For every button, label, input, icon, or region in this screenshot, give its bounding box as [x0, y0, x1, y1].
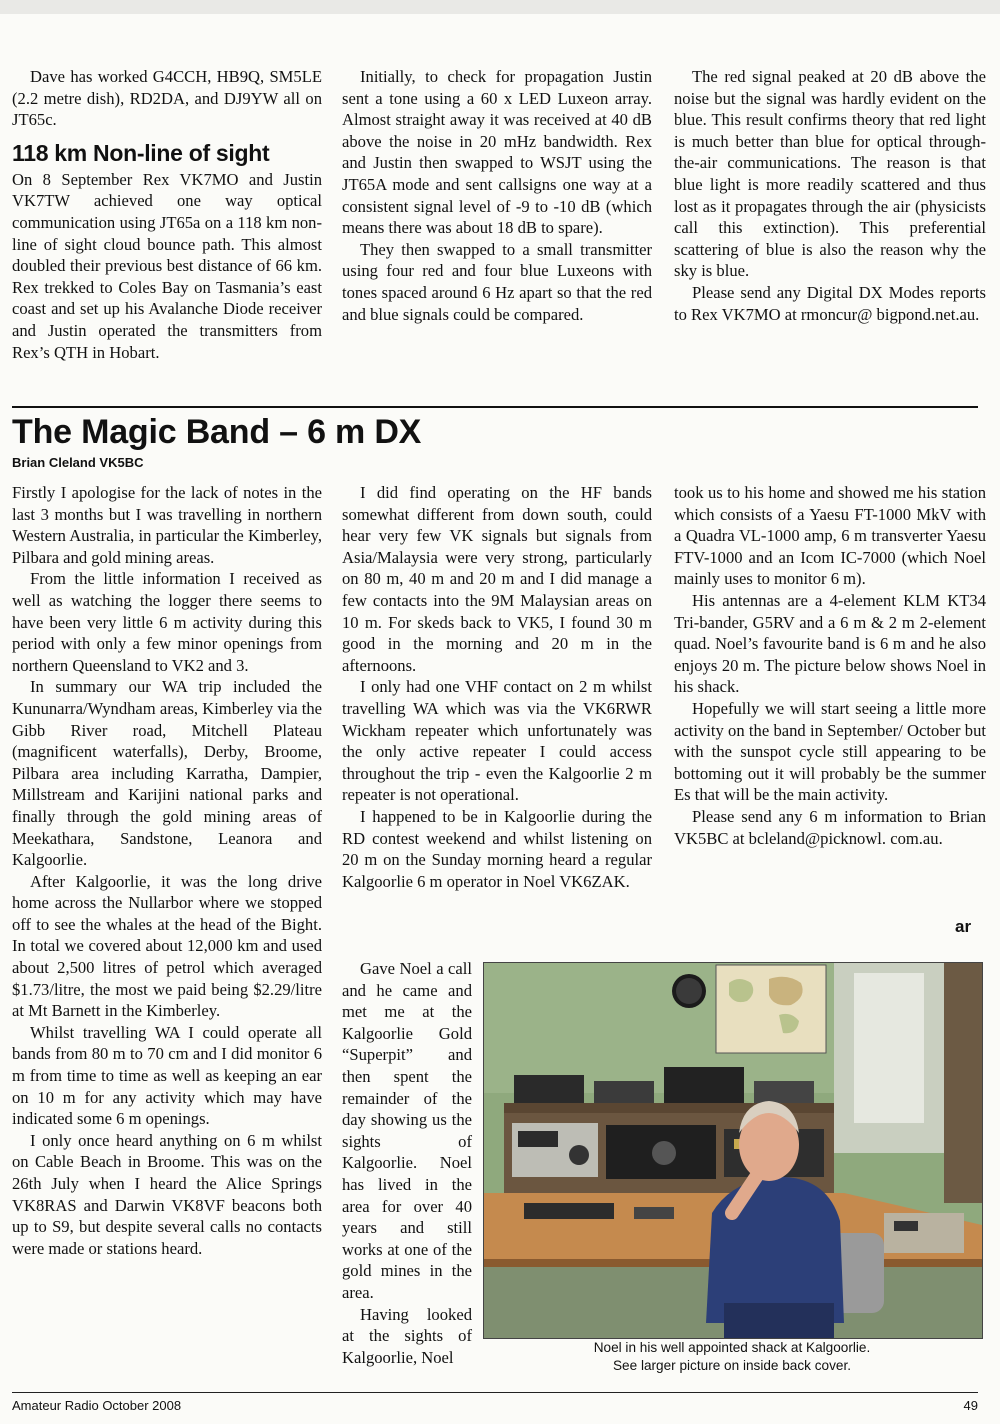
photo-caption [483, 1339, 981, 1375]
article-paragraph: I only had one VHF contact on 2 m whilst travelling WA which was via the VK6RWR Wickham repeater which unfortunately was the only active repeater I could access throughout the trip - even the Kalgoorlie 2 m repeater is not operational. [342, 677, 652, 805]
article-paragraph: In summary our WA trip included the Kununarra/Wyndham areas, Kimberley via the Gibb River road, Mitchell Plateau (magnificent waterfalls), Derby, Broome, Pilbara area including Karratha, Dampier, Millstream and Karijini national parks and finally through the gold mining areas of Meekathara, Sandstone, Leanora and Kalgoorlie. [12, 677, 323, 870]
upper-column-1 [12, 66, 322, 363]
footer-rule [12, 1392, 978, 1393]
article-title: The Magic Band – 6 m DX [12, 413, 422, 451]
article-paragraph: Gave Noel a call and he came and met me at the Kalgoorlie Gold “Superpit” and then spent the remainder of the day showing us the sights of Kalgoorlie. Noel has lived in the area for over 40 years and still works at one of the gold mines in the area. [342, 959, 472, 1302]
upper-column-3 [674, 66, 986, 325]
article-paragraph: His antennas are a 4-element KLM KT34 Tri-bander, G5RV and a 6 m & 2 m 2-element quad. Noel’s favourite band is 6 m and he also enjoys 20 m. The picture below shows Noel in his shack. [674, 590, 986, 697]
upper-paragraph: The red signal peaked at 20 dB above the noise but the signal was hardly evident on the blue. This result confirms theory that red light is much better than blue for optical through-the-air communications. The reason is that blue light is more readily scattered and thus lost as it propagates through the air (physicists call this extinction). This preferential scattering of blue is also the reason why the sky is blue. [674, 67, 986, 281]
section-heading: 118 km Non-line of sight [12, 139, 270, 166]
upper-paragraph: They then swapped to a small transmitter using four red and four blue Luxeons with tones spaced around 6 Hz apart so that the red and blue signals could be compared. [342, 239, 652, 324]
article-column-1 [12, 482, 322, 1259]
article-paragraph: Firstly I apologise for the lack of notes in the last 3 months but I was travelling in northern Western Australia, in particular the Kimberley, Pilbara and gold mining areas. [12, 483, 322, 567]
article-column-2-top [342, 482, 652, 892]
footer-page-number: 49 [963, 1398, 978, 1413]
article-column-3 [674, 482, 986, 849]
top-edge-strip [0, 0, 1000, 14]
upper-column-2 [342, 66, 652, 325]
shack-photo [483, 962, 983, 1339]
article-paragraph: After Kalgoorlie, it was the long drive home across the Nullarbor where we stopped off to see the whales at the head of the Bight. In total we covered about 12,000 km and used about 2,500 litres of petrol which averaged $1.73/litre, the most we paid being $2.29/litre at Mt Barnett in the Kimberley. [12, 871, 322, 1021]
article-paragraph: From the little information I received as well as watching the logger there seems to have been very little 6 m activity during this period with only a few minor openings from northern Queensland to VK2 and 3. [12, 569, 322, 675]
article-end-mark: ar [955, 917, 972, 936]
article-paragraph: took us to his home and showed me his station which consists of a Yaesu FT-1000 MkV with a Quadra VL-1000 amp, 6 m transverter Yaesu FTV-1000 and an Icom IC-7000 (which Noel mainly uses to monitor 6 m). [674, 483, 986, 589]
article-paragraph: I only once heard anything on 6 m whilst on Cable Beach in Broome. This was on the 26th July when I heard the Alice Springs VK8RAS and Darwin VK8VF beacons both up to S9, but despite several calls no contacts were made or stations heard. [12, 1130, 322, 1258]
upper-paragraph: Initially, to check for propagation Justin sent a tone using a 60 x LED Luxeon array. Almost straight away it was received at 40 dB above the noise in 20 mHz bandwidth. Rex and Justin then swapped to WSJT using the JT65A mode and sent callsigns one way at a consistent signal level of -9 to -10 dB (which means there was about 18 dB to spare). [342, 67, 652, 238]
article-paragraph: Hopefully we will start seeing a little more activity on the band in September/ October but with the sunspot cycle still appearing to be bottoming out it will probably be the summer Es that will be the main activity. [674, 698, 986, 805]
article-paragraph: Please send any 6 m information to Brian VK5BC at bcleland@picknowl. com.au. [674, 806, 986, 848]
section-divider [12, 406, 978, 408]
article-paragraph: I happened to be in Kalgoorlie during the RD contest weekend and whilst listening on 20 m on the Sunday morning heard a regular Kalgoorlie 6 m operator in Noel VK6ZAK. [342, 806, 652, 891]
upper-paragraph: Dave has worked G4CCH, HB9Q, SM5LE (2.2 metre dish), RD2DA, and DJ9YW all on JT65c. [12, 67, 322, 130]
upper-paragraph: Please send any Digital DX Modes reports to Rex VK7MO at rmoncur@ bigpond.net.au. [674, 282, 986, 324]
caption-line-2: See larger picture on inside back cover. [612, 1358, 852, 1373]
upper-paragraph: On 8 September Rex VK7MO and Justin VK7TW achieved one way optical communication using JT65a on a 118 km non-line of sight cloud bounce path. This almost doubled their previous best distance of 66 km. Rex trekked to Coles Bay on Tasmania’s east coast and set up his Avalanche Diode receiver and Justin operated the transmitters from Rex’s QTH in Hobart. [12, 169, 322, 362]
article-paragraph: Having looked at the sights of Kalgoorlie, Noel [342, 1304, 472, 1367]
article-paragraph: I did find operating on the HF bands somewhat different from down south, could hear very few VK signals but signals from Asia/Malaysia were very strong, particularly on 80 m, 40 m and 20 m and I did manage a few contacts into the 9M Malaysian areas on 10 m. For skeds back to VK5, I found 30 m good in the morning and 20 m in the afternoons. [342, 483, 652, 675]
footer-publication: Amateur Radio October 2008 [12, 1398, 182, 1413]
shack-photo-illustration [484, 963, 982, 1338]
article-byline: Brian Cleland VK5BC [12, 455, 144, 470]
caption-line-1: Noel in his well appointed shack at Kalgoorlie. [593, 1340, 871, 1355]
article-column-2-narrow [342, 958, 472, 1368]
article-paragraph: Whilst travelling WA I could operate all bands from 80 m to 70 cm and I did monitor 6 m from time to time as well as keeping an ear on 10 m for any activity which may have indicated some 6 m openings. [12, 1022, 322, 1129]
